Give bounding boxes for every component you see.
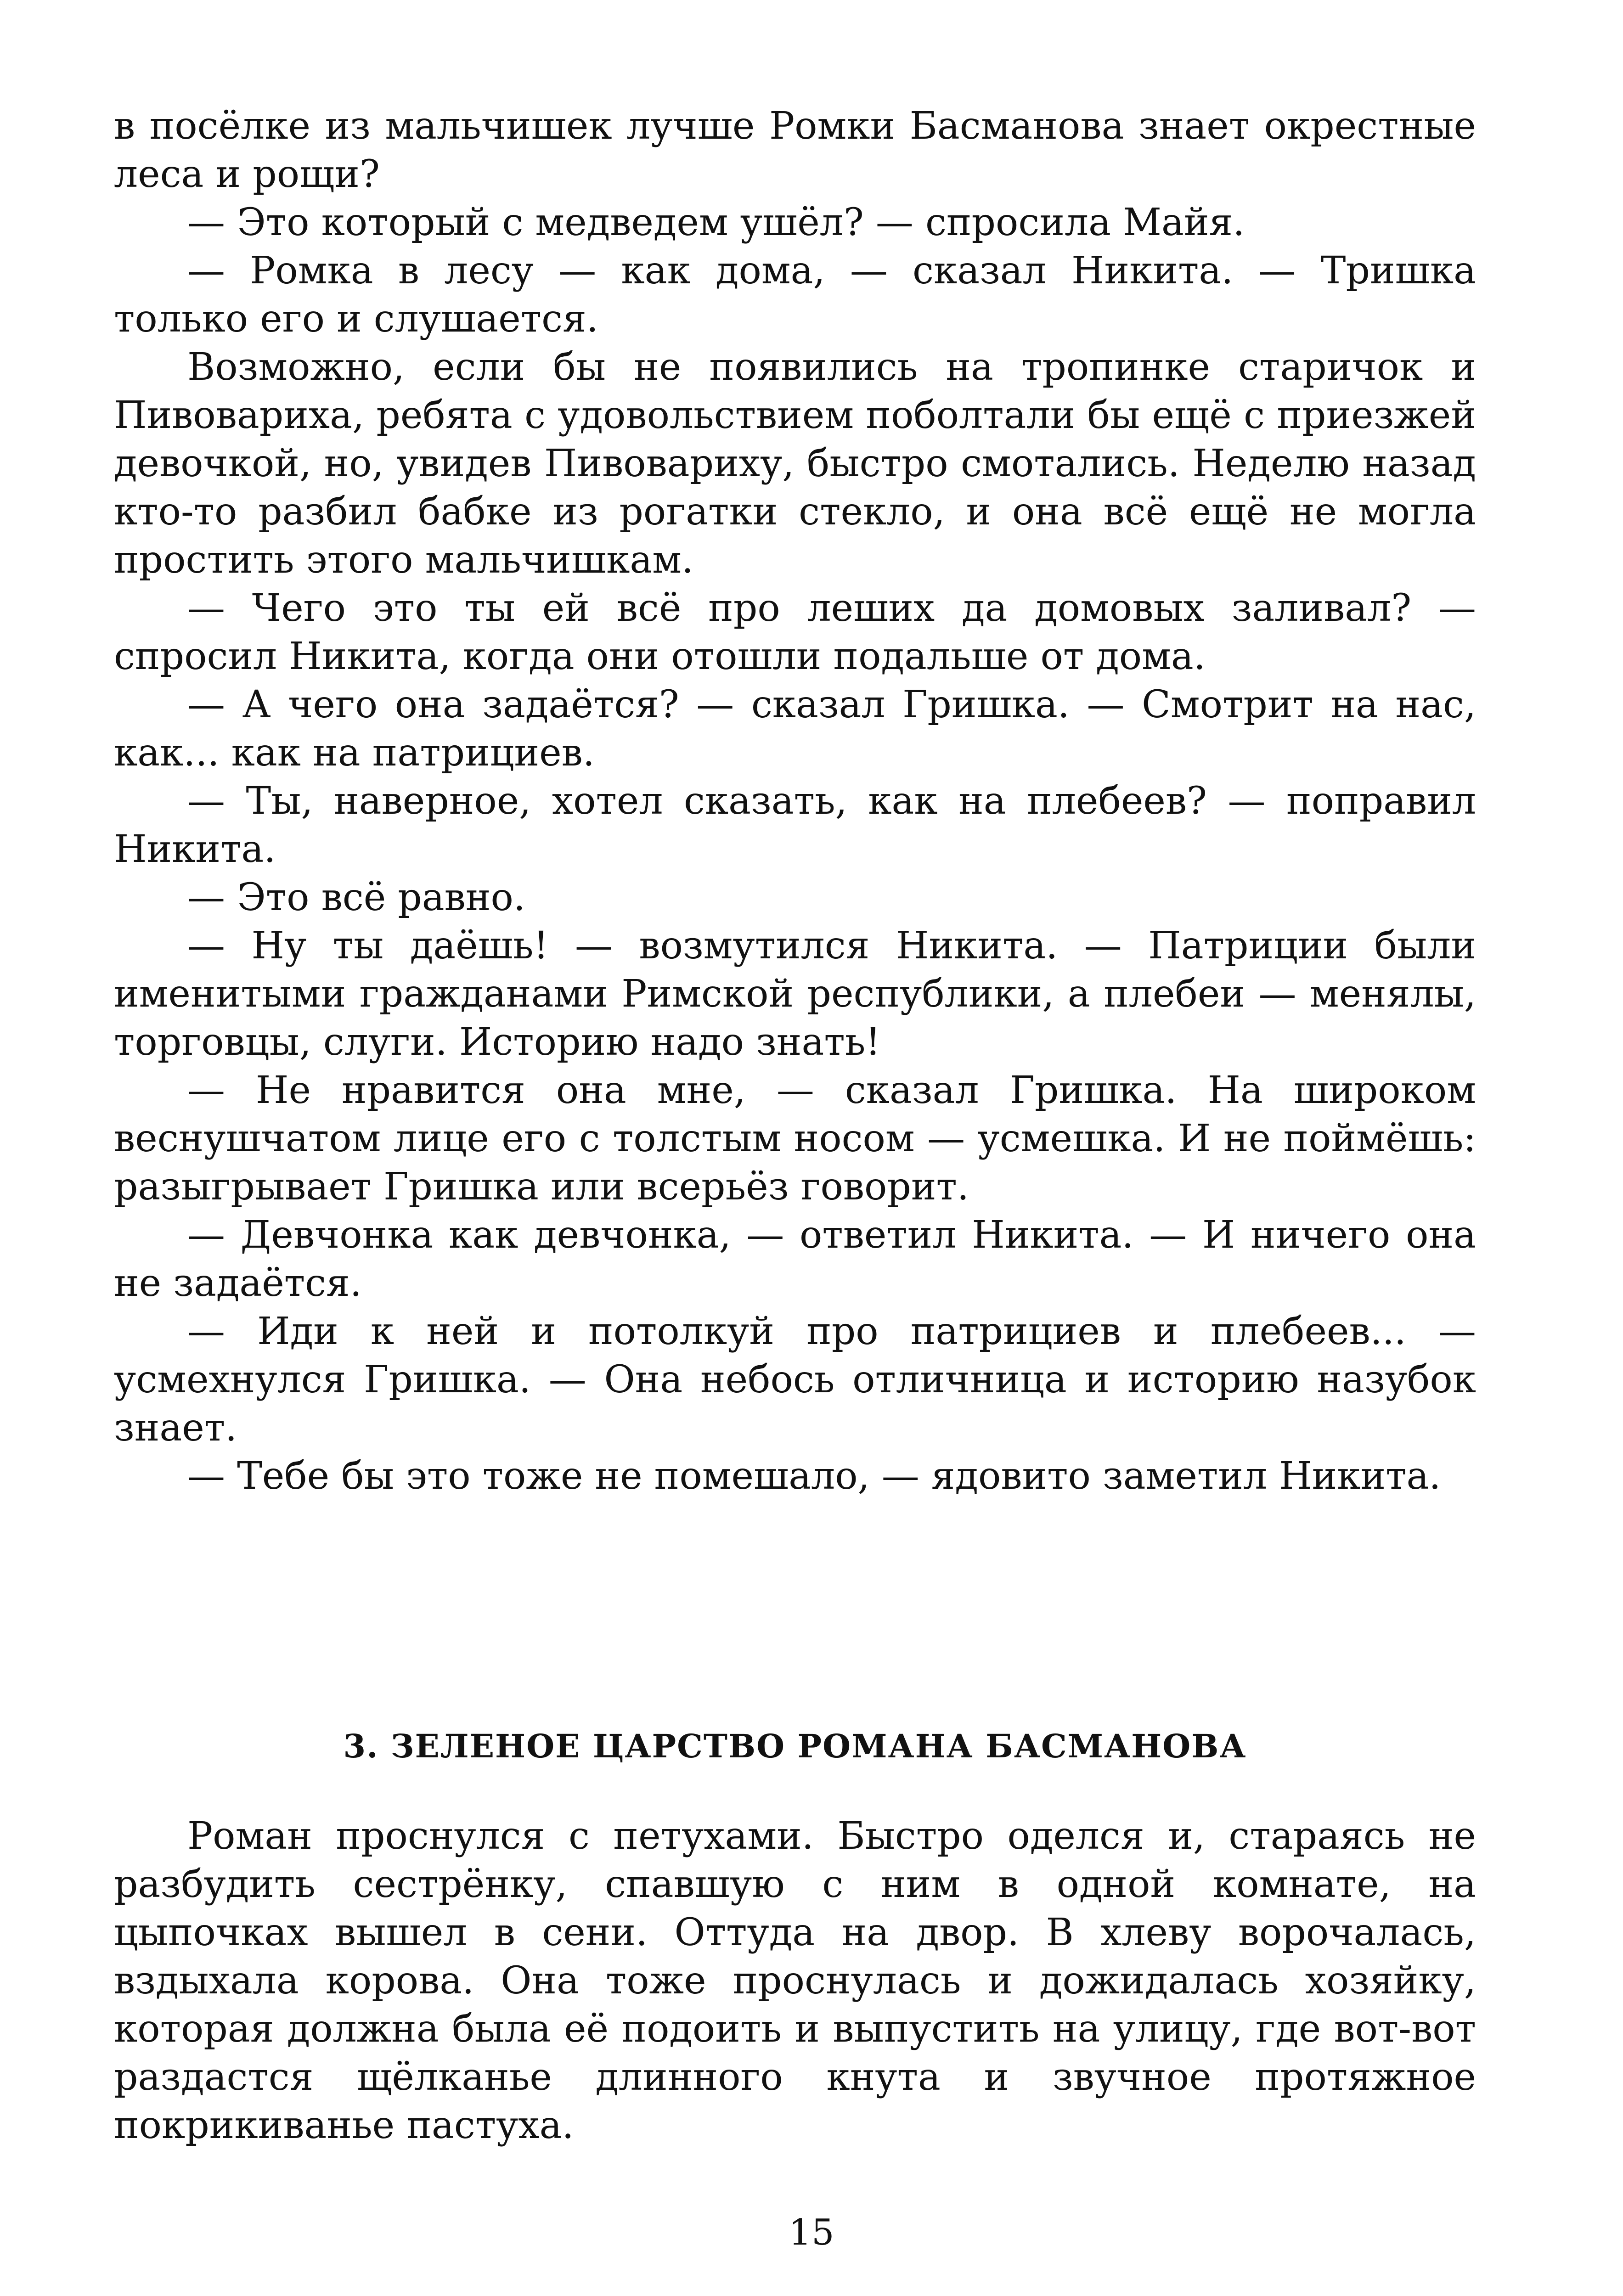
dialogue-paragraph: — Девчонка как девчонка, — ответил Никита. — И ничего она не задаётся. <box>114 1213 1476 1305</box>
main-text-bottom <box>114 1812 1476 2150</box>
dialogue-paragraph: — Тебе бы это тоже не помешало, — ядовито заметил Никита. <box>187 1454 1441 1498</box>
dialogue-paragraph: — А чего она задаётся? — сказал Гришка. — Смотрит на нас, как... как на патрициев. <box>114 683 1476 775</box>
dialogue-paragraph: — Ромка в лесу — как дома, — сказал Никита. — Тришка только его и слушается. <box>114 249 1476 341</box>
paragraph-continuation: в посёлке из мальчишек лучше Ромки Басманова знает окрестные леса и рощи? <box>114 104 1476 196</box>
dialogue-paragraph: — Не нравится она мне, — сказал Гришка. На широком веснушчатом лице его с толстым носом — усмешка. И не поймёшь: разыгрывает Гришка или всерьёз говорит. <box>114 1069 1476 1209</box>
page-number: 15 <box>789 2212 834 2253</box>
narrative-paragraph: Возможно, если бы не появились на тропинке старичок и Пивовариха, ребята с удовольствием поболтали бы ещё с приезжей девочкой, но, увидев Пивовариху, быстро смотались. Неделю назад кто-то разбил бабке из рогатки стекло, и она всё ещё не могла простить этого мальчишкам. <box>114 345 1476 582</box>
main-text-top <box>114 102 1476 1500</box>
dialogue-paragraph: — Ты, наверное, хотел сказать, как на плебеев? — поправил Никита. <box>114 779 1476 871</box>
narrative-paragraph: Роман проснулся с петухами. Быстро оделся и, стараясь не разбудить сестрёнку, спавшую с ним в одной комнате, на цыпочках вышел в сени. Оттуда на двор. В хлеву ворочалась, вздыхала корова. Она тоже проснулась и дожидалась хозяйку, которая должна была её подоить и выпустить на улицу, где вот-вот раздастся щёлканье длинного кнута и звучное протяжное покрикиванье пастуха. <box>114 1814 1476 2147</box>
chapter-heading: 3. ЗЕЛЕНОЕ ЦАРСТВО РОМАНА БАСМАНОВА <box>343 1727 1247 1765</box>
dialogue-paragraph: — Чего это ты ей всё про леших да домовых заливал? — спросил Никита, когда они отошли подальше от дома. <box>114 586 1476 678</box>
dialogue-paragraph: — Ну ты даёшь! — возмутился Никита. — Патриции были именитыми гражданами Римской республики, а плебеи — менялы, торговцы, слуги. Историю надо знать! <box>114 924 1476 1064</box>
dialogue-paragraph: — Иди к ней и потолкуй про патрициев и плебеев... — усмехнулся Гришка. — Она небось отличница и историю назубок знает. <box>114 1310 1476 1450</box>
dialogue-paragraph: — Это всё равно. <box>187 876 525 919</box>
dialogue-paragraph: — Это который с медведем ушёл? — спросила Майя. <box>187 201 1245 244</box>
